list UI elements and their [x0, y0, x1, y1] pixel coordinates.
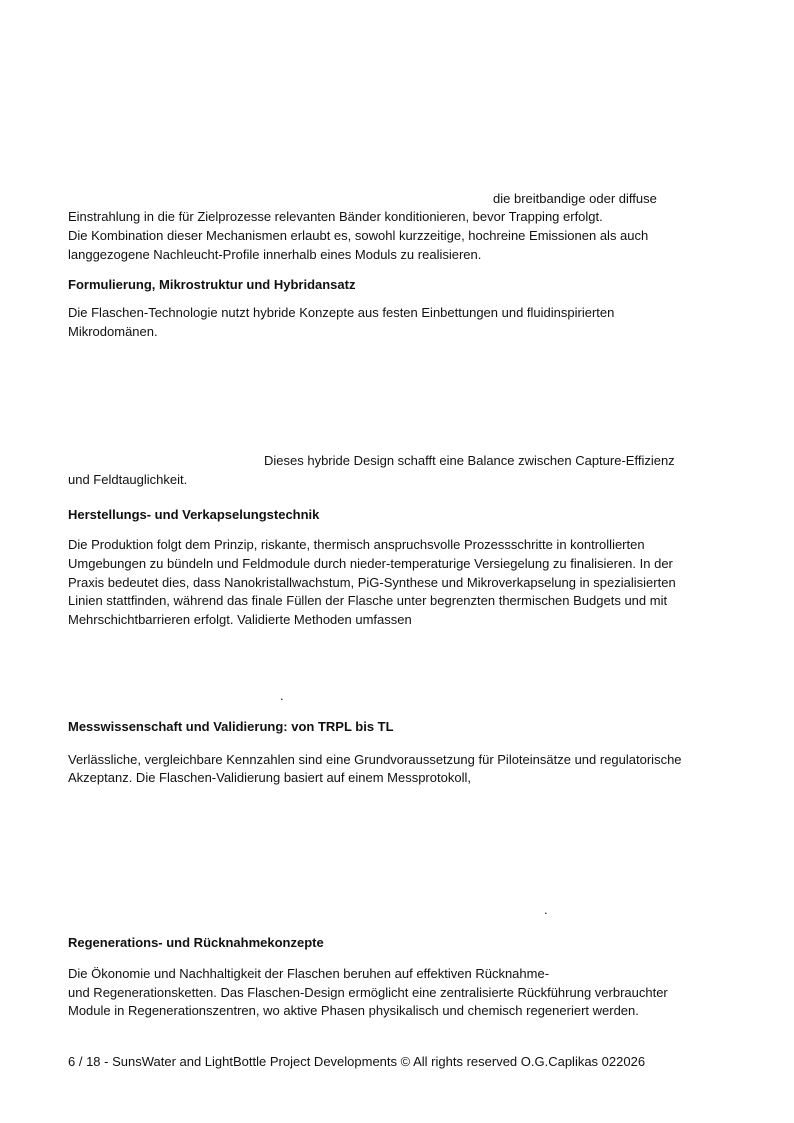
paragraph-line: Mehrschichtbarrieren erfolgt. Validierte Methoden umfassen — [68, 612, 412, 627]
paragraph-line: die breitbandige oder diffuse — [493, 191, 657, 206]
section-heading: Herstellungs- und Verkapselungstechnik — [68, 507, 320, 522]
paragraph-line: Akzeptanz. Die Flaschen-Validierung basiert auf einem Messprotokoll, — [68, 770, 471, 785]
paragraph-line: Die Produktion folgt dem Prinzip, riskante, thermisch anspruchsvolle Prozessschritte in kontrollierten — [68, 537, 645, 552]
page-footer: 6 / 18 - SunsWater and LightBottle Project Developments © All rights reserved O.G.Caplikas 022026 — [68, 1054, 646, 1069]
paragraph-line: Umgebungen zu bündeln und Feldmodule durch nieder-temperaturige Versiegelung zu finalisieren. In der — [68, 556, 673, 571]
paragraph-line: Praxis bedeutet dies, dass Nanokristallwachstum, PiG-Synthese und Mikroverkapselung in spezialisierten — [68, 575, 676, 590]
paragraph-line: Dieses hybride Design schafft eine Balance zwischen Capture-Effizienz — [264, 453, 675, 468]
stray-dot: . — [544, 902, 548, 917]
section-heading: Regenerations- und Rücknahmekonzepte — [68, 935, 324, 950]
paragraph-line: Mikrodomänen. — [68, 324, 158, 339]
paragraph-line: Verlässliche, vergleichbare Kennzahlen sind eine Grundvoraussetzung für Piloteinsätze und regulatorische — [68, 752, 682, 767]
paragraph-line: und Regenerationsketten. Das Flaschen-Design ermöglicht eine zentralisierte Rückführung verbrauchter — [68, 985, 668, 1000]
paragraph-line: Die Flaschen-Technologie nutzt hybride Konzepte aus festen Einbettungen und fluidinspirierten — [68, 305, 615, 320]
paragraph-line: langgezogene Nachleucht-Profile innerhalb eines Moduls zu realisieren. — [68, 247, 482, 262]
paragraph-line: Linien stattfinden, während das finale Füllen der Flasche unter begrenzten thermischen Budgets und mit — [68, 593, 668, 608]
paragraph-line: Die Ökonomie und Nachhaltigkeit der Flaschen beruhen auf effektiven Rücknahme- — [68, 966, 550, 981]
paragraph-line: und Feldtauglichkeit. — [68, 472, 188, 487]
section-heading: Messwissenschaft und Validierung: von TRPL bis TL — [68, 719, 394, 734]
paragraph-line: Die Kombination dieser Mechanismen erlaubt es, sowohl kurzzeitige, hochreine Emissionen als auch — [68, 228, 649, 243]
stray-dot: . — [280, 688, 284, 703]
section-heading: Formulierung, Mikrostruktur und Hybridansatz — [68, 277, 356, 292]
paragraph-line: Module in Regenerationszentren, wo aktive Phasen physikalisch und chemisch regeneriert werden. — [68, 1003, 639, 1018]
paragraph-line: Einstrahlung in die für Zielprozesse relevanten Bänder konditionieren, bevor Trapping erfolgt. — [68, 209, 603, 224]
